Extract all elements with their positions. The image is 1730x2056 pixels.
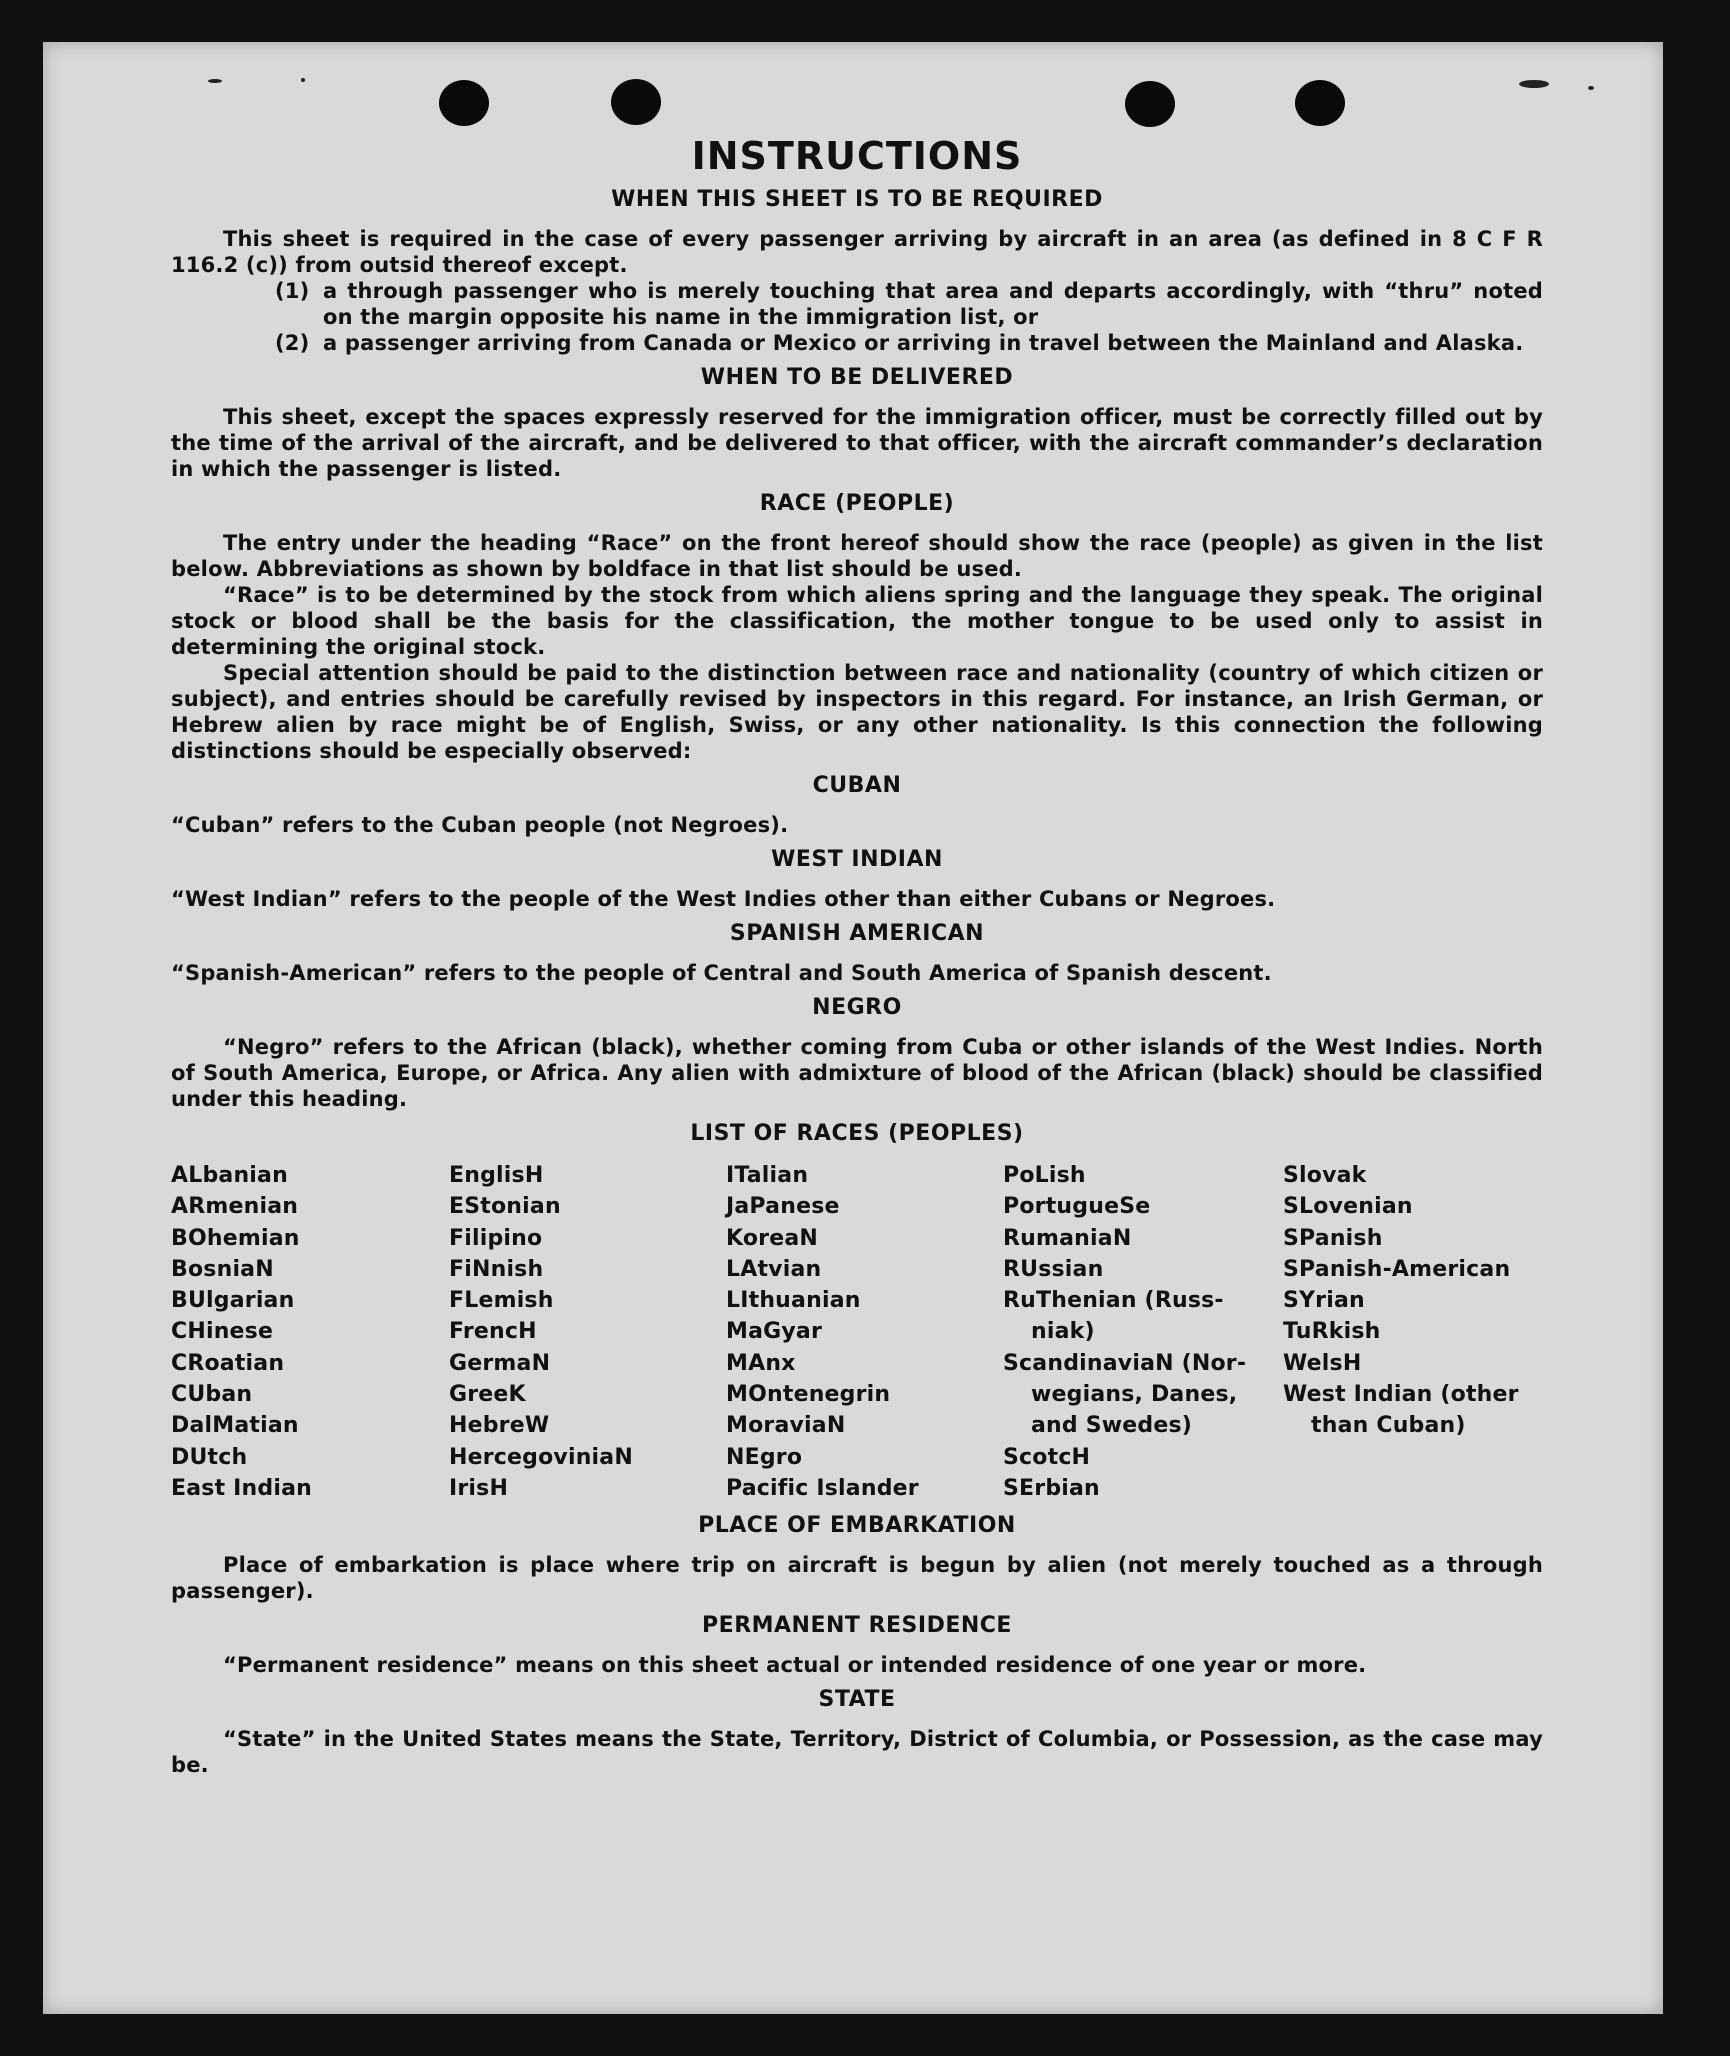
race-entry: DalMatian xyxy=(171,1413,299,1439)
race-entry: CRoatian xyxy=(171,1350,285,1376)
race-entry: ScotcH xyxy=(1003,1444,1091,1470)
section-heading-race: RACE (PEOPLE) xyxy=(759,491,955,516)
race-entry: EnglisH xyxy=(449,1163,544,1188)
paragraph-negro: “Negro” refers to the African (black), whether coming from Cuba or other islands of the West Indies. North of South America, Europe, or Africa. Any alien with admixture of blood of the African (black) should be classified under this heading. xyxy=(171,1035,1543,1111)
races-column xyxy=(171,1160,449,1504)
punch-hole xyxy=(611,79,661,125)
race-entry: KoreaN xyxy=(726,1225,819,1251)
exception-number: (2) xyxy=(275,331,310,355)
punch-hole xyxy=(439,80,489,126)
race-entry: BOhemian xyxy=(171,1225,300,1251)
scan-speck xyxy=(301,78,305,82)
paragraph-race-2: “Race” is to be determined by the stock from which aliens spring and the language they speak. The original stock or blood shall be the basis for the classification, the mother tongue to be used only to assist in determining the original stock. xyxy=(171,583,1543,659)
race-entry: HercegoviniaN xyxy=(449,1444,633,1470)
scan-speck xyxy=(1588,86,1594,90)
race-entry: FiNnish xyxy=(449,1256,544,1282)
race-entry: MoraviaN xyxy=(726,1413,846,1439)
race-entry: EStonian xyxy=(449,1194,561,1220)
punch-hole xyxy=(1125,81,1175,127)
race-entry: Filipino xyxy=(449,1225,543,1251)
race-entry: LIthuanian xyxy=(726,1288,861,1314)
races-column xyxy=(726,1160,1003,1504)
race-entry: East Indian xyxy=(171,1475,312,1501)
race-entry: IrisH xyxy=(449,1475,509,1501)
race-entry: CHinese xyxy=(171,1319,274,1345)
paragraph-embarkation: Place of embarkation is place where trip on aircraft is begun by alien (not merely touched as a through passenger). xyxy=(171,1553,1543,1604)
paragraph-delivered: This sheet, except the spaces expressly reserved for the immigration officer, must be correctly filled out by the time of the arrival of the aircraft, and be delivered to that officer, with the aircraft commander’s declaration in which the passenger is listed. xyxy=(171,405,1543,481)
race-entry: SYrian xyxy=(1283,1288,1365,1314)
instructions-content xyxy=(171,134,1543,1778)
race-entry: CUban xyxy=(171,1382,253,1408)
section-heading-required: WHEN THIS SHEET IS TO BE REQUIRED xyxy=(611,187,1103,212)
section-heading-list-of-races: LIST OF RACES (PEOPLES) xyxy=(690,1121,1024,1146)
section-heading-cuban: CUBAN xyxy=(812,773,902,798)
scan-speck xyxy=(208,79,222,83)
race-entry: DUtch xyxy=(171,1444,248,1470)
race-entry: ITalian xyxy=(726,1163,809,1188)
race-entry: West Indian (other xyxy=(1283,1382,1519,1408)
race-entry-continued: than Cuban) xyxy=(1311,1413,1466,1439)
race-entry: SPanish xyxy=(1283,1225,1383,1251)
race-entry: SLovenian xyxy=(1283,1194,1413,1220)
paragraph-spanish-american: “Spanish-American” refers to the people of Central and South America of Spanish descent. xyxy=(171,961,1272,985)
paragraph-residence: “Permanent residence” means on this sheet actual or intended residence of one year or more. xyxy=(223,1653,1367,1678)
paragraph-state: “State” in the United States means the State, Territory, District of Columbia, or Possession, as the case may be. xyxy=(171,1727,1543,1778)
races-column xyxy=(449,1160,726,1504)
race-entry: Pacific Islander xyxy=(726,1475,919,1501)
exception-item xyxy=(171,278,1543,330)
race-entry: GreeK xyxy=(449,1382,526,1408)
race-entry: PoLish xyxy=(1003,1163,1086,1188)
race-entry: SPanish-American xyxy=(1283,1256,1511,1282)
section-heading-embarkation: PLACE OF EMBARKATION xyxy=(698,1513,1016,1539)
page-title: INSTRUCTIONS xyxy=(691,134,1023,178)
paragraph-race-1: The entry under the heading “Race” on the front hereof should show the race (people) as given in the list below. Abbreviations as shown by boldface in that list should be used. xyxy=(171,531,1543,581)
paragraph-race-3: Special attention should be paid to the distinction between race and nationality (country of which citizen or subject), and entries should be carefully revised by inspectors in this regard. For instance, an Irish German, or Hebrew alien by race might be of English, Swiss, or any other nationality. Is this connection the following distinctions should be especially observed: xyxy=(171,661,1543,763)
race-entry: FLemish xyxy=(449,1288,554,1314)
punch-hole xyxy=(1295,80,1345,126)
race-entry-continued: wegians, Danes, xyxy=(1031,1382,1238,1408)
race-entry: RUssian xyxy=(1003,1256,1104,1282)
exception-text: a passenger arriving from Canada or Mexico or arriving in travel between the Mainland and Alaska. xyxy=(323,331,1524,355)
section-heading-state: STATE xyxy=(818,1687,896,1713)
race-entry: MAnx xyxy=(726,1350,796,1376)
section-heading-delivered: WHEN TO BE DELIVERED xyxy=(700,365,1014,390)
race-entry: RuThenian (Russ- xyxy=(1003,1288,1224,1314)
race-entry-continued: niak) xyxy=(1031,1319,1095,1345)
section-heading-spanish-american: SPANISH AMERICAN xyxy=(729,921,985,946)
race-entry: PortugueSe xyxy=(1003,1194,1151,1220)
race-entry: FrencH xyxy=(449,1319,537,1345)
section-heading-residence: PERMANENT RESIDENCE xyxy=(702,1613,1012,1639)
races-list xyxy=(171,1160,1543,1504)
exception-text: a through passenger who is merely touching that area and departs accordingly, with “thru” noted on the margin opposite his name in the immigration list, or xyxy=(323,279,1543,329)
race-entry: HebreW xyxy=(449,1413,550,1439)
race-entry: ARmenian xyxy=(171,1194,299,1220)
paragraph-cuban: “Cuban” refers to the Cuban people (not Negroes). xyxy=(171,813,789,837)
paragraph-required-intro: This sheet is required in the case of every passenger arriving by aircraft in an area (as defined in 8 C F R 116.2 (c)) from outsid thereof except. xyxy=(171,227,1543,277)
race-entry: JaPanese xyxy=(726,1194,840,1220)
race-entry: ScandinaviaN (Nor- xyxy=(1003,1350,1247,1376)
race-entry: Slovak xyxy=(1283,1163,1367,1188)
race-entry-continued: and Swedes) xyxy=(1031,1413,1193,1439)
race-entry: BosniaN xyxy=(171,1256,274,1282)
race-entry: ALbanian xyxy=(171,1163,288,1188)
race-entry: TuRkish xyxy=(1283,1319,1381,1345)
section-heading-west-indian: WEST INDIAN xyxy=(771,847,943,872)
exception-item xyxy=(171,330,1543,356)
race-entry: RumaniaN xyxy=(1003,1225,1132,1251)
race-entry: SErbian xyxy=(1003,1475,1100,1501)
races-column xyxy=(1283,1160,1533,1504)
race-entry: GermaN xyxy=(449,1350,551,1376)
races-column xyxy=(1003,1160,1283,1504)
paragraph-west-indian: “West Indian” refers to the people of the West Indies other than either Cubans or Negroes. xyxy=(171,887,1276,911)
race-entry: WelsH xyxy=(1283,1350,1362,1376)
section-heading-negro: NEGRO xyxy=(812,995,902,1020)
scan-speck xyxy=(1519,80,1549,88)
race-entry: MaGyar xyxy=(726,1319,823,1345)
race-entry: MOntenegrin xyxy=(726,1382,891,1408)
race-entry: BUlgarian xyxy=(171,1288,295,1314)
document-sheet xyxy=(43,42,1663,2014)
exception-number: (1) xyxy=(275,279,310,303)
race-entry: LAtvian xyxy=(726,1256,822,1282)
race-entry: NEgro xyxy=(726,1444,803,1470)
